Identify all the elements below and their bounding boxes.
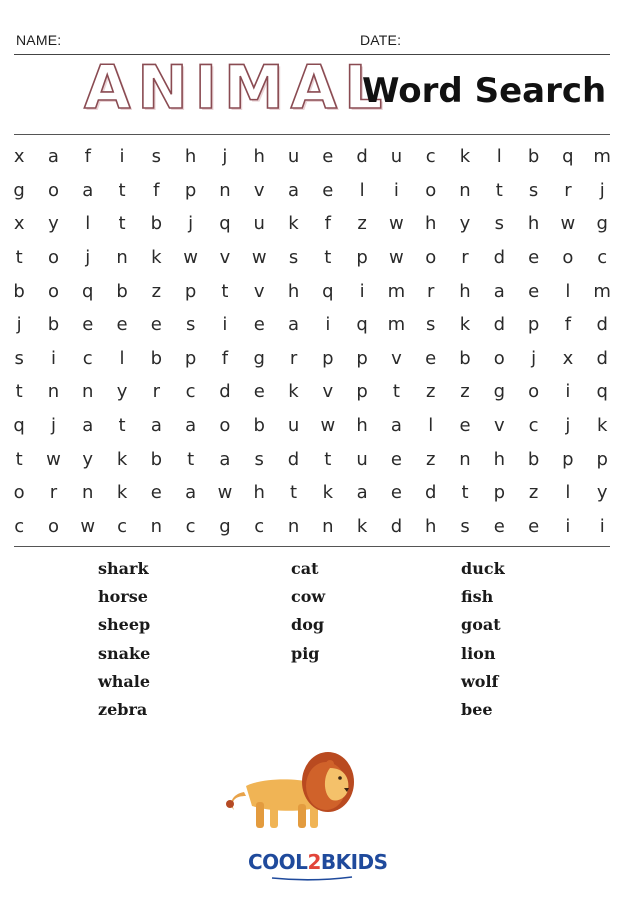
- grid-cell[interactable]: g: [219, 515, 231, 537]
- grid-cell[interactable]: p: [596, 448, 608, 470]
- grid-cell[interactable]: v: [391, 347, 402, 369]
- grid-cell[interactable]: e: [459, 415, 471, 437]
- grid-cell[interactable]: e: [116, 314, 128, 336]
- grid-cell[interactable]: p: [184, 280, 197, 302]
- grid-cell[interactable]: r: [564, 179, 572, 201]
- grid-cell[interactable]: p: [356, 381, 368, 403]
- grid-cell[interactable]: y: [82, 448, 94, 470]
- grid-cell[interactable]: v: [253, 280, 265, 302]
- grid-cell[interactable]: d: [356, 146, 368, 168]
- grid-cell[interactable]: w: [251, 247, 267, 269]
- lion-leg: [298, 804, 306, 828]
- grid-cell[interactable]: t: [324, 448, 332, 470]
- grid-cell[interactable]: e: [528, 247, 540, 269]
- grid-cell[interactable]: l: [428, 415, 434, 437]
- grid-cell[interactable]: n: [47, 381, 60, 403]
- grid-cell[interactable]: c: [82, 347, 93, 369]
- grid-cell[interactable]: p: [356, 247, 368, 269]
- grid-cell[interactable]: a: [82, 415, 94, 437]
- grid-cell[interactable]: t: [187, 448, 195, 470]
- grid-cell[interactable]: e: [390, 448, 402, 470]
- grid-cell[interactable]: j: [16, 314, 22, 336]
- word-list-item: pig: [291, 643, 320, 663]
- grid-cell[interactable]: t: [495, 179, 503, 201]
- grid-cell[interactable]: u: [390, 146, 403, 168]
- grid-cell[interactable]: a: [493, 280, 505, 302]
- grid-cell[interactable]: p: [322, 347, 334, 369]
- grid-cell[interactable]: b: [253, 415, 265, 437]
- grid-cell[interactable]: p: [562, 448, 574, 470]
- grid-cell[interactable]: e: [150, 314, 162, 336]
- grid-row: [2, 274, 620, 308]
- brand-part-two: 2: [307, 850, 321, 874]
- grid-cell[interactable]: r: [289, 347, 298, 369]
- word-list-item: bee: [461, 699, 493, 719]
- word-list-item: snake: [98, 643, 151, 663]
- grid-cell[interactable]: i: [50, 347, 56, 369]
- grid-cell[interactable]: s: [494, 213, 504, 235]
- grid-cell[interactable]: h: [253, 146, 265, 168]
- grid-cell[interactable]: w: [80, 515, 96, 537]
- grid-cell[interactable]: x: [13, 146, 25, 168]
- grid-cell[interactable]: l: [565, 280, 571, 302]
- grid-cell[interactable]: o: [219, 415, 231, 437]
- grid-cell[interactable]: c: [117, 515, 127, 537]
- grid-cell[interactable]: i: [565, 515, 571, 537]
- grid-row: [2, 241, 620, 275]
- grid-cell[interactable]: t: [15, 247, 23, 269]
- grid-cell[interactable]: v: [322, 381, 334, 403]
- grid-cell[interactable]: i: [325, 314, 331, 336]
- grid-cell[interactable]: w: [320, 415, 336, 437]
- grid-cell[interactable]: b: [13, 280, 25, 302]
- grid-cell[interactable]: a: [82, 179, 94, 201]
- word-list-column-1: [98, 558, 150, 727]
- grid-cell[interactable]: n: [82, 482, 94, 504]
- grid-row: [2, 442, 620, 476]
- divider-bottom: [14, 546, 610, 547]
- grid-cell[interactable]: b: [527, 448, 540, 470]
- grid-cell[interactable]: c: [185, 381, 196, 403]
- grid-cell[interactable]: o: [47, 280, 59, 302]
- grid-cell[interactable]: d: [219, 381, 231, 403]
- grid-cell[interactable]: p: [356, 347, 368, 369]
- grid-cell[interactable]: d: [424, 482, 437, 504]
- grid-cell[interactable]: a: [288, 179, 300, 201]
- grid-row: [2, 207, 620, 241]
- word-list-item: horse: [98, 587, 148, 607]
- lion-eye: [338, 776, 342, 780]
- grid-cell[interactable]: t: [221, 280, 229, 302]
- grid-cell[interactable]: o: [493, 347, 505, 369]
- grid-cell[interactable]: p: [184, 179, 197, 201]
- grid-cell[interactable]: i: [565, 381, 571, 403]
- grid-cell[interactable]: w: [183, 247, 198, 269]
- grid-cell[interactable]: q: [219, 213, 231, 235]
- grid-cell[interactable]: y: [596, 482, 608, 504]
- grid-row: [2, 308, 620, 342]
- grid-cell[interactable]: e: [425, 347, 437, 369]
- grid-row: [2, 409, 620, 443]
- grid-cell[interactable]: d: [287, 448, 300, 470]
- grid-cell[interactable]: o: [562, 247, 574, 269]
- grid-cell[interactable]: j: [599, 179, 605, 201]
- grid-cell[interactable]: j: [50, 415, 56, 437]
- grid-cell[interactable]: j: [85, 247, 91, 269]
- grid-row: [2, 140, 620, 174]
- grid-cell[interactable]: g: [493, 381, 506, 403]
- grid-cell[interactable]: p: [184, 347, 197, 369]
- grid-cell[interactable]: t: [118, 415, 126, 437]
- grid-cell[interactable]: w: [217, 482, 233, 504]
- grid-cell[interactable]: d: [390, 515, 403, 537]
- grid-cell[interactable]: l: [496, 146, 502, 168]
- word-list-item: cow: [291, 587, 326, 607]
- grid-cell[interactable]: p: [493, 482, 506, 504]
- grid-row: [2, 174, 620, 208]
- grid-cell[interactable]: l: [119, 347, 125, 369]
- grid-cell[interactable]: o: [528, 381, 540, 403]
- grid-cell[interactable]: n: [459, 179, 471, 201]
- grid-cell[interactable]: s: [14, 347, 24, 369]
- grid-cell[interactable]: h: [184, 146, 197, 168]
- grid-cell[interactable]: s: [254, 448, 264, 470]
- grid-cell[interactable]: i: [393, 179, 399, 201]
- grid-cell[interactable]: k: [288, 381, 299, 403]
- grid-cell[interactable]: c: [185, 515, 196, 537]
- grid-cell[interactable]: t: [324, 247, 332, 269]
- word-list-item: shark: [98, 559, 149, 578]
- grid-cell[interactable]: e: [322, 146, 334, 168]
- grid-cell[interactable]: e: [150, 482, 162, 504]
- grid-cell[interactable]: z: [357, 213, 367, 235]
- grid-cell[interactable]: w: [389, 213, 404, 235]
- grid-cell[interactable]: j: [188, 213, 194, 235]
- lion-leg: [270, 804, 278, 828]
- word-list-column-2: [291, 558, 325, 671]
- title-animal: ANIMAL: [84, 53, 390, 123]
- grid-cell[interactable]: j: [531, 347, 537, 369]
- grid-cell[interactable]: t: [461, 482, 469, 504]
- grid-cell[interactable]: b: [150, 347, 163, 369]
- grid-cell[interactable]: r: [152, 381, 161, 403]
- grid-cell[interactable]: h: [253, 482, 265, 504]
- grid-cell[interactable]: q: [562, 146, 574, 168]
- grid-cell[interactable]: a: [185, 482, 197, 504]
- grid-cell[interactable]: v: [493, 415, 505, 437]
- grid-cell[interactable]: a: [185, 415, 197, 437]
- grid-cell[interactable]: w: [389, 247, 404, 269]
- grid-cell[interactable]: r: [49, 482, 58, 504]
- grid-cell[interactable]: w: [46, 448, 61, 470]
- grid-cell[interactable]: e: [82, 314, 94, 336]
- date-label: DATE:: [360, 32, 402, 48]
- word-list-item: cat: [291, 559, 319, 578]
- grid-cell[interactable]: o: [425, 247, 437, 269]
- grid-cell[interactable]: s: [185, 314, 196, 336]
- grid-cell[interactable]: p: [527, 314, 540, 336]
- grid-cell[interactable]: s: [528, 179, 539, 201]
- grid-cell[interactable]: q: [356, 314, 368, 336]
- brand-part-bkids: BKIDS: [320, 850, 388, 874]
- grid-cell[interactable]: e: [390, 482, 402, 504]
- grid-cell[interactable]: t: [289, 482, 298, 504]
- lion-tail-tuft: [226, 800, 234, 808]
- grid-cell[interactable]: i: [222, 314, 228, 336]
- grid-cell[interactable]: b: [47, 314, 60, 336]
- grid-cell[interactable]: t: [118, 179, 126, 201]
- grid-cell[interactable]: v: [253, 179, 265, 201]
- grid-cell[interactable]: t: [15, 448, 23, 470]
- grid-cell[interactable]: s: [151, 146, 162, 168]
- grid-cell[interactable]: k: [151, 247, 162, 269]
- grid-cell[interactable]: r: [461, 247, 469, 269]
- grid-row: [2, 375, 620, 409]
- grid-cell[interactable]: o: [425, 179, 437, 201]
- grid-cell[interactable]: h: [356, 415, 368, 437]
- grid-cell[interactable]: e: [253, 381, 265, 403]
- grid-cell[interactable]: d: [596, 347, 608, 369]
- grid-cell[interactable]: h: [493, 448, 506, 470]
- grid-cell[interactable]: o: [47, 247, 59, 269]
- grid-cell[interactable]: n: [287, 515, 300, 537]
- grid-cell[interactable]: f: [153, 179, 160, 201]
- grid-cell[interactable]: m: [387, 314, 406, 336]
- grid-cell[interactable]: d: [493, 314, 506, 336]
- grid-cell[interactable]: b: [150, 213, 163, 235]
- brand-part-cool: COOL: [248, 850, 308, 874]
- name-date-line: [14, 32, 610, 55]
- word-list-item: sheep: [98, 615, 151, 635]
- grid-cell[interactable]: z: [528, 482, 539, 504]
- grid-cell[interactable]: s: [288, 247, 299, 269]
- grid-cell[interactable]: y: [48, 213, 59, 235]
- grid-cell[interactable]: k: [288, 213, 299, 235]
- word-list-item: lion: [461, 643, 496, 663]
- grid-cell[interactable]: s: [426, 314, 436, 336]
- grid-cell[interactable]: n: [322, 515, 334, 537]
- grid-cell[interactable]: h: [425, 515, 437, 537]
- lion-leg: [256, 802, 264, 828]
- grid-cell[interactable]: b: [527, 146, 540, 168]
- grid-cell[interactable]: q: [596, 381, 608, 403]
- word-list-item: duck: [461, 559, 505, 578]
- grid-cell[interactable]: z: [425, 448, 436, 470]
- name-label: NAME:: [16, 32, 62, 48]
- grid-cell[interactable]: z: [460, 381, 470, 403]
- grid-cell[interactable]: a: [219, 448, 231, 470]
- word-list-item: fish: [461, 587, 494, 607]
- grid-cell[interactable]: w: [560, 213, 576, 235]
- grid-cell[interactable]: g: [13, 179, 25, 201]
- grid-cell[interactable]: a: [390, 415, 402, 437]
- grid-cell[interactable]: o: [47, 179, 59, 201]
- word-list-item: whale: [98, 671, 151, 691]
- grid-cell[interactable]: f: [221, 347, 229, 369]
- grid-cell[interactable]: t: [118, 213, 126, 235]
- lion-tail: [231, 792, 246, 810]
- grid-cell[interactable]: i: [599, 515, 605, 537]
- grid-cell[interactable]: c: [597, 247, 608, 269]
- grid-cell[interactable]: q: [322, 280, 334, 302]
- grid-cell[interactable]: n: [116, 247, 128, 269]
- grid-cell[interactable]: d: [596, 314, 608, 336]
- grid-cell[interactable]: a: [150, 415, 162, 437]
- grid-cell[interactable]: a: [356, 482, 368, 504]
- grid-cell[interactable]: x: [13, 213, 25, 235]
- grid-cell[interactable]: y: [459, 213, 471, 235]
- grid-cell[interactable]: f: [564, 314, 572, 336]
- grid-cell[interactable]: c: [254, 515, 265, 537]
- grid-cell[interactable]: g: [253, 347, 265, 369]
- grid-cell[interactable]: h: [459, 280, 471, 302]
- grid-cell[interactable]: g: [596, 213, 608, 235]
- grid-cell[interactable]: u: [287, 146, 300, 168]
- grid-cell[interactable]: f: [84, 146, 91, 168]
- divider-top: [14, 134, 610, 135]
- grid-cell[interactable]: c: [528, 415, 539, 437]
- grid-cell[interactable]: b: [150, 448, 163, 470]
- grid-cell[interactable]: m: [593, 146, 611, 168]
- grid-cell[interactable]: z: [425, 381, 436, 403]
- word-list-item: zebra: [98, 699, 148, 719]
- grid-cell[interactable]: l: [85, 213, 91, 235]
- grid-cell[interactable]: k: [459, 146, 471, 168]
- grid-cell[interactable]: e: [528, 515, 540, 537]
- grid-cell[interactable]: n: [459, 448, 471, 470]
- grid-cell[interactable]: s: [460, 515, 470, 537]
- grid-cell[interactable]: o: [47, 515, 59, 537]
- grid-cell[interactable]: q: [82, 280, 94, 302]
- grid-cell[interactable]: d: [493, 247, 506, 269]
- grid-cell[interactable]: u: [356, 448, 368, 470]
- grid-cell[interactable]: q: [13, 415, 25, 437]
- grid-cell[interactable]: u: [287, 415, 300, 437]
- grid-cell[interactable]: k: [322, 482, 334, 504]
- grid-cell[interactable]: b: [459, 347, 471, 369]
- grid-row: [2, 510, 620, 544]
- brand-logo: [248, 850, 388, 874]
- grid-cell[interactable]: n: [82, 381, 94, 403]
- grid-cell[interactable]: u: [253, 213, 265, 235]
- grid-row: [2, 342, 620, 376]
- grid-cell[interactable]: c: [14, 515, 25, 537]
- word-list-item: dog: [291, 615, 325, 635]
- grid-row: [2, 476, 620, 510]
- grid-cell[interactable]: h: [287, 280, 300, 302]
- grid-cell[interactable]: r: [427, 280, 435, 302]
- grid-cell[interactable]: o: [13, 482, 25, 504]
- grid-cell[interactable]: t: [15, 381, 23, 403]
- grid-cell[interactable]: k: [596, 415, 608, 437]
- grid-cell[interactable]: a: [47, 146, 59, 168]
- grid-cell[interactable]: e: [493, 515, 505, 537]
- grid-cell[interactable]: m: [593, 280, 611, 302]
- grid-cell[interactable]: a: [288, 314, 300, 336]
- grid-cell[interactable]: e: [528, 280, 540, 302]
- grid-cell[interactable]: c: [425, 146, 436, 168]
- word-list-item: wolf: [461, 671, 499, 691]
- word-list-item: goat: [461, 615, 501, 635]
- grid-cell[interactable]: x: [562, 347, 574, 369]
- grid-cell[interactable]: h: [527, 213, 540, 235]
- grid-cell[interactable]: j: [222, 146, 228, 168]
- grid-cell[interactable]: m: [387, 280, 406, 302]
- lion-ear: [326, 760, 334, 768]
- grid-cell[interactable]: l: [565, 482, 571, 504]
- grid-cell[interactable]: n: [150, 515, 163, 537]
- grid-cell[interactable]: y: [116, 381, 128, 403]
- grid-cell[interactable]: j: [565, 415, 571, 437]
- grid-cell[interactable]: e: [322, 179, 334, 201]
- title-word-search: Word Search: [362, 71, 607, 111]
- grid-cell[interactable]: v: [219, 247, 231, 269]
- grid-cell[interactable]: n: [219, 179, 231, 201]
- grid-cell[interactable]: i: [119, 146, 125, 168]
- grid-cell[interactable]: k: [459, 314, 471, 336]
- word-list-column-3: [461, 558, 505, 727]
- lion-illustration: [222, 748, 362, 834]
- grid-cell[interactable]: b: [116, 280, 128, 302]
- grid-cell[interactable]: l: [359, 179, 365, 201]
- letter-grid: [2, 140, 620, 540]
- grid-cell[interactable]: h: [425, 213, 437, 235]
- grid-cell[interactable]: z: [151, 280, 162, 302]
- grid-cell[interactable]: k: [356, 515, 368, 537]
- grid-cell[interactable]: i: [359, 280, 365, 302]
- grid-cell[interactable]: k: [116, 482, 128, 504]
- grid-cell[interactable]: f: [324, 213, 331, 235]
- brand-swoosh: [270, 875, 354, 881]
- grid-cell[interactable]: t: [392, 381, 400, 403]
- grid-cell[interactable]: k: [116, 448, 128, 470]
- grid-cell[interactable]: e: [253, 314, 265, 336]
